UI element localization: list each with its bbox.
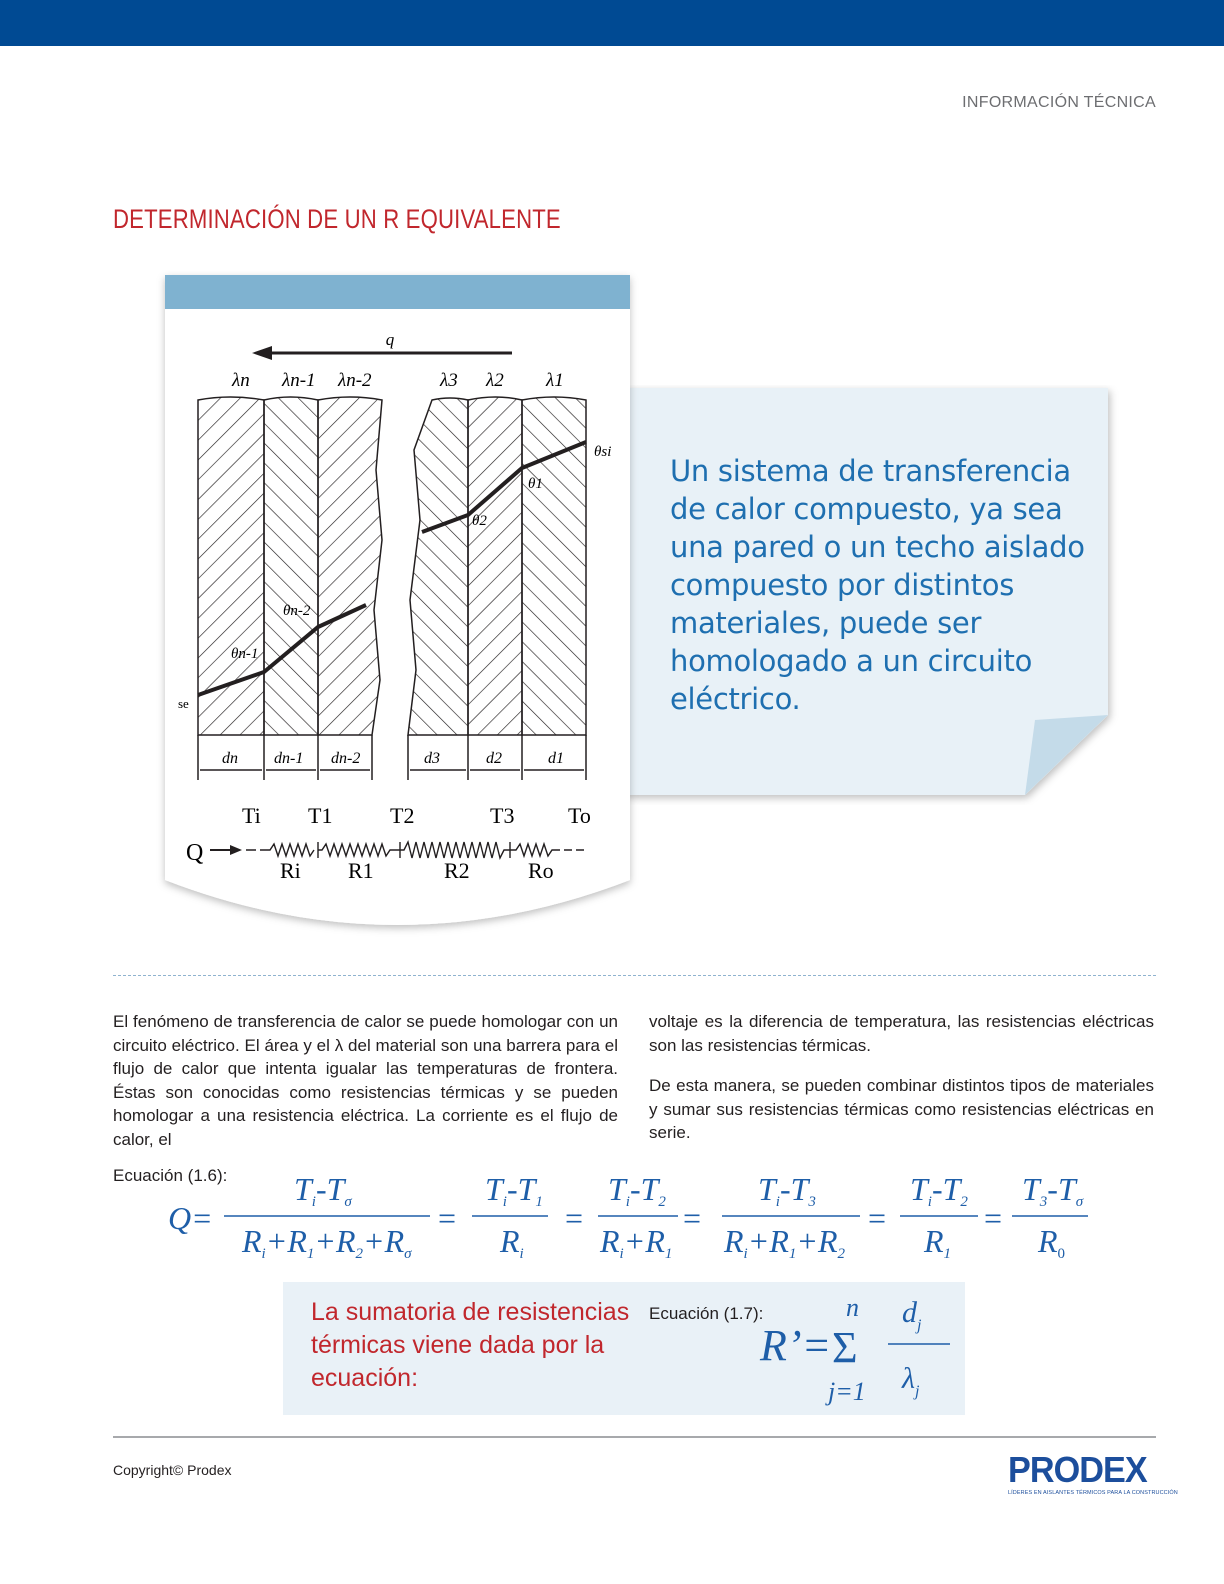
svg-text:Ti-T3: Ti-T3 (758, 1171, 816, 1210)
body-paragraph: De esta manera, se pueden combinar distintos tipos de materiales y sumar sus resistencias térmicas como resistencias eléctricas en serie. (649, 1076, 1154, 1142)
circuit-temp-label: T2 (390, 803, 415, 828)
svg-text:Ri: Ri (500, 1223, 524, 1262)
circuit-temp-label: Ti (242, 803, 261, 828)
svg-text:Ri+R1: Ri+R1 (600, 1223, 673, 1262)
page-title: DETERMINACIÓN DE UN R EQUIVALENTE (113, 204, 561, 234)
svg-text:n: n (846, 1293, 859, 1322)
logo-text: PRODEX (1008, 1449, 1147, 1490)
thickness-label: d1 (548, 750, 564, 767)
section-separator (113, 975, 1156, 976)
layer-n-2 (318, 397, 382, 735)
svg-text:Q=: Q= (168, 1200, 213, 1236)
layer-3 (408, 398, 468, 735)
svg-text:Ti-T2: Ti-T2 (608, 1171, 666, 1210)
circuit-resistance-label: R2 (444, 858, 470, 883)
svg-text:j=1: j=1 (828, 1377, 866, 1406)
theta-label: θ2 (472, 513, 487, 529)
thickness-label: d2 (486, 750, 502, 767)
lambda-label: λn-1 (282, 370, 316, 391)
svg-text:Ti-Tσ: Ti-Tσ (294, 1171, 352, 1210)
circuit-temp-label: T1 (308, 803, 333, 828)
lambda-label: λn (232, 370, 250, 391)
svg-text:=: = (984, 1200, 1003, 1236)
circuit-resistance-label: R1 (348, 858, 374, 883)
body-column-left (113, 1010, 618, 1168)
equation-1-7 (750, 1290, 960, 1410)
body-paragraph: El fenómeno de transferencia de calor se puede homologar con un circuito eléctrico. El área y el λ del material son una barrera para el flujo de calor que intenta igualar las temperaturas de frontera. Éstas son conocidas como resistencias térmicas y se pueden homologar a una resistencia eléctrica. La corriente es el flujo de calor, el (113, 1012, 618, 1149)
logo-tagline: LÍDERES EN AISLANTES TÉRMICOS PARA LA CONSTRUCCIÓN (1008, 1490, 1178, 1496)
theta-label: θn-2 (283, 603, 311, 619)
lambda-label: λ1 (546, 370, 564, 391)
svg-text:Σ: Σ (832, 1323, 858, 1372)
svg-text:T3-Tσ: T3-Tσ (1022, 1171, 1084, 1210)
flow-label: q (385, 330, 395, 349)
theta-label: θsi (594, 444, 612, 460)
svg-text:Ri+R1+R2: Ri+R1+R2 (724, 1223, 845, 1262)
layer-2 (468, 397, 522, 735)
svg-text:R0: R0 (1038, 1223, 1066, 1262)
prodex-logo (1008, 1449, 1178, 1502)
equation-1-6 (160, 1166, 1100, 1276)
theta-label: se (178, 696, 189, 711)
lambda-label: λn-2 (338, 370, 372, 391)
circuit-resistance-label: Ro (528, 858, 554, 883)
circuit-temp-label: T3 (490, 803, 515, 828)
thickness-label: d3 (424, 750, 440, 767)
svg-text:R’=: R’= (760, 1321, 832, 1370)
lambda-label: λ2 (486, 370, 504, 391)
svg-text:dj: $d_j$ (902, 1296, 922, 1334)
svg-text:Ri+R1+R2+Rσ: Ri+R1+R2+Rσ (242, 1223, 412, 1262)
svg-text:=: = (438, 1200, 457, 1236)
svg-text:R1: R1 (924, 1223, 952, 1262)
lambda-label: λ3 (440, 370, 458, 391)
thickness-label: dn-1 (274, 750, 304, 767)
svg-text:=: = (683, 1200, 702, 1236)
theta-label: θ1 (528, 476, 543, 492)
top-bar (0, 0, 1224, 46)
section-label: INFORMACIÓN TÉCNICA (962, 94, 1156, 111)
svg-text:Ti-T2: Ti-T2 (910, 1171, 968, 1210)
circuit-current-label: Q (186, 840, 204, 866)
copyright: Copyright© Prodex (113, 1462, 232, 1478)
svg-text:=: = (868, 1200, 887, 1236)
svg-text:λj: $\lambda_j$ (902, 1362, 920, 1400)
wall-diagram (150, 270, 650, 970)
circuit-temp-label: To (568, 803, 591, 828)
svg-text:Ti-T1: Ti-T1 (485, 1171, 543, 1210)
summary-text: La sumatoria de resistencias térmicas viene dada por la ecuación: (311, 1298, 630, 1392)
equation-label: Ecuación (1.6): (113, 1166, 228, 1185)
circuit-resistance-label: Ri (280, 858, 301, 883)
body-paragraph: voltaje es la diferencia de temperatura, las resistencias eléctricas son las resistencias térmicas. (649, 1012, 1154, 1055)
equation-label: Ecuación (1.7): (649, 1304, 764, 1323)
layer-n-1 (264, 397, 318, 735)
callout-text: Un sistema de transferencia de calor compuesto, ya sea una pared o un techo aislado compuesto por distintos materiales, puede ser homologado a un circuito eléctrico. (670, 454, 1085, 716)
footer-rule (113, 1436, 1156, 1438)
thickness-label: dn (222, 750, 238, 767)
svg-text:=: = (565, 1200, 584, 1236)
body-column-right (649, 1010, 1154, 1162)
thickness-label: dn-2 (331, 750, 361, 767)
theta-label: θn-1 (231, 646, 259, 662)
